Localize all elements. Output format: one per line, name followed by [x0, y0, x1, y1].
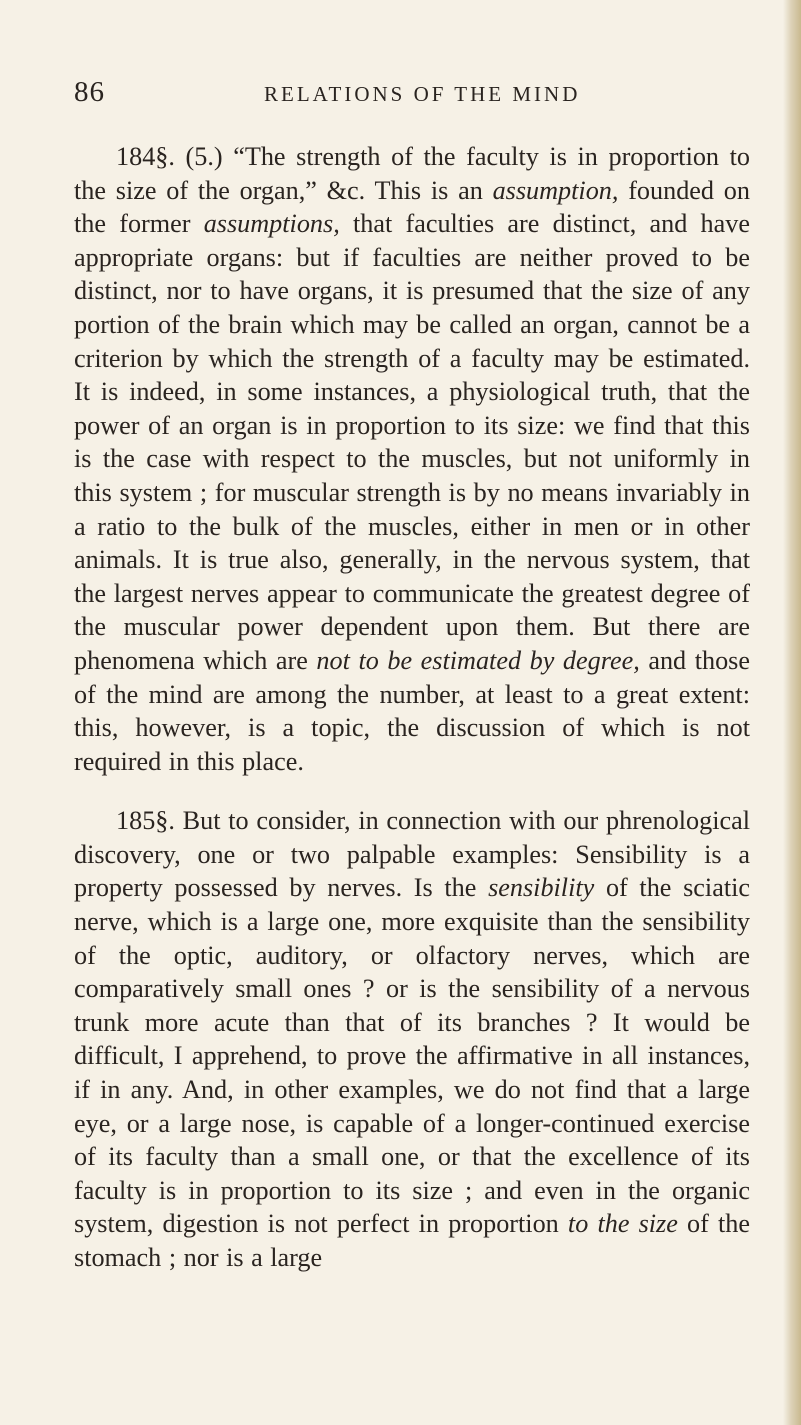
paragraph-184-text-2: founded on the former	[74, 175, 750, 239]
section-number-184: 184§.	[116, 142, 175, 171]
paragraph-184	[74, 140, 750, 778]
section-number-185: 185§.	[116, 806, 175, 836]
paragraph-185-text-3: of the stomach ; nor is a large	[74, 1209, 750, 1272]
body-text	[74, 140, 750, 1275]
paragraph-185-text-1: But to consider, in connection with our phrenological discovery, one or two palpable examples: Sensibility is a property possessed by nerves. Is the	[74, 806, 750, 903]
paragraph-184-text-3: that faculties are distinct, and have appropriate organs: but if faculties are neither proved to be distinct, nor to have organs, it is presumed that the size of any portion of the brain which may be called an organ, cannot be a criterion by which the strength of a faculty may be estimated. It is indeed, in some instances, a physiological truth, that the power of an organ is in proportion to its size: we find that this is the case with respect to the muscles, but not uniformly in this system ; for muscular strength is by no means invariably in a ratio to the bulk of the muscles, either in men or in other animals. It is true also, generally, in the nervous system, that the largest nerves appear to communicate the greatest degree of the muscular power dependent upon them. But there are phenomena which are	[74, 209, 750, 675]
paragraph-185-italic-2: to the size	[567, 1209, 678, 1239]
paragraph-185-italic-1: sensibility	[488, 873, 595, 903]
page-number: 86	[74, 76, 105, 108]
paragraph-185-text-2: of the sciatic nerve, which is a large one, more exquisite than the sensibility of the optic, auditory, or olfactory nerves, which are comparatively small ones ? or is the sensibility of a nervous trunk more acute than that of its branches ? It would be difficult, I apprehend, to prove the affirmative in all instances, if in any. And, in other examples, we do not find that a large eye, or a large nose, is capable of a longer-continued exercise of its faculty than a small one, or that the excellence of its faculty is in proportion to its size ; and even in the organic system, digestion is not perfect in proportion	[74, 873, 750, 1239]
paragraph-184-text-1: (5.) “The strength of the faculty is in proportion to the size of the organ,” &c. This is an	[74, 142, 750, 205]
page-edge-shadow	[783, 0, 801, 1425]
running-head	[74, 76, 634, 116]
paragraph-184-italic-3: not to be estimated by degree,	[316, 645, 640, 675]
running-title: RELATIONS OF THE MIND	[264, 82, 581, 106]
paragraph-184-text-4: and those of the mind are among the number, at least to a great extent: this, however, is a topic, the discussion of which is not required in this place.	[74, 645, 750, 776]
paragraph-184-italic-2: assumptions,	[203, 209, 340, 239]
paragraph-184-italic-1: assumption,	[492, 175, 619, 205]
paragraph-185	[74, 804, 750, 1274]
